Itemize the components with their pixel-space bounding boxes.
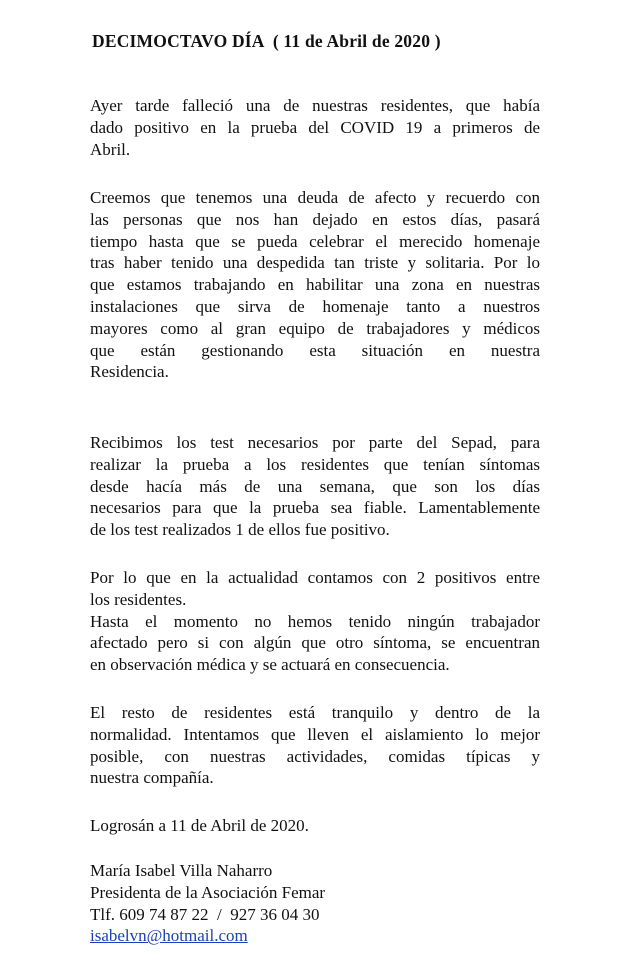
text-line: las personas que nos han dejado en estos días, pasará — [90, 209, 540, 229]
text-line: Residencia. — [90, 362, 169, 382]
page-title: DECIMOCTAVO DÍA ( 11 de Abril de 2020 ) — [92, 31, 441, 51]
text-line: El resto de residentes está tranquilo y dentro de la — [90, 703, 540, 722]
paragraph-current-status — [90, 567, 540, 676]
text-line: Por lo que en la actualidad contamos con 2 positivos entre — [90, 568, 540, 587]
signatory-name: María Isabel Villa Naharro — [90, 861, 273, 880]
text-line: los residentes. — [90, 589, 187, 609]
paragraph-death-notice — [90, 95, 540, 160]
text-line: Hasta el momento no hemos tenido ningún trabajador — [90, 611, 540, 631]
text-line: en observación médica y se actuará en consecuencia. — [90, 655, 450, 675]
text-line: realizar la prueba a los residentes que tenían síntomas — [90, 454, 540, 474]
text-line: tiempo hasta que se pueda celebrar el merecido homenaje — [90, 231, 540, 251]
text-line: instalaciones que sirva de homenaje tanto a nuestros — [90, 296, 540, 316]
text-line: afectado pero si con algún que otro síntoma, se encuentran — [90, 633, 540, 653]
text-line: tras haber tenido una despedida tan triste y solitaria. Por lo — [90, 253, 540, 273]
paragraph-tribute — [90, 187, 540, 383]
text-line: Ayer tarde falleció una de nuestras residentes, que había — [90, 96, 540, 115]
text-line: de los test realizados 1 de ellos fue positivo. — [90, 520, 390, 540]
paragraph-residents — [90, 702, 540, 789]
text-line: mayores como al gran equipo de trabajadores y médicos — [90, 318, 540, 338]
text-line: que estamos trabajando en habilitar una zona en nuestras — [90, 275, 540, 295]
signature-block — [90, 860, 540, 947]
text-line: nuestra compañía. — [90, 768, 214, 788]
text-line: dado positivo en la prueba del COVID 19 a primeros de — [90, 117, 540, 137]
text-line: necesarios para que la prueba sea fiable. Lamentablemente — [90, 498, 540, 518]
place-date: Logrosán a 11 de Abril de 2020. — [90, 816, 309, 835]
text-line: desde hacía más de una semana, que son los días — [90, 476, 540, 496]
text-line: que están gestionando esta situación en nuestra — [90, 340, 540, 360]
text-line: posible, con nuestras actividades, comidas típicas y — [90, 746, 540, 766]
text-line: Creemos que tenemos una deuda de afecto y recuerdo con — [90, 188, 540, 207]
text-line: normalidad. Intentamos que lleven el aislamiento lo mejor — [90, 724, 540, 744]
text-line: Abril. — [90, 139, 131, 159]
phone-numbers: Tlf. 609 74 87 22 / 927 36 04 30 — [90, 904, 320, 924]
paragraph-tests — [90, 432, 540, 541]
signatory-role: Presidenta de la Asociación Femar — [90, 882, 326, 902]
text-line: Recibimos los test necesarios por parte del Sepad, para — [90, 433, 540, 452]
email-link[interactable]: isabelvn@hotmail.com — [90, 926, 248, 946]
